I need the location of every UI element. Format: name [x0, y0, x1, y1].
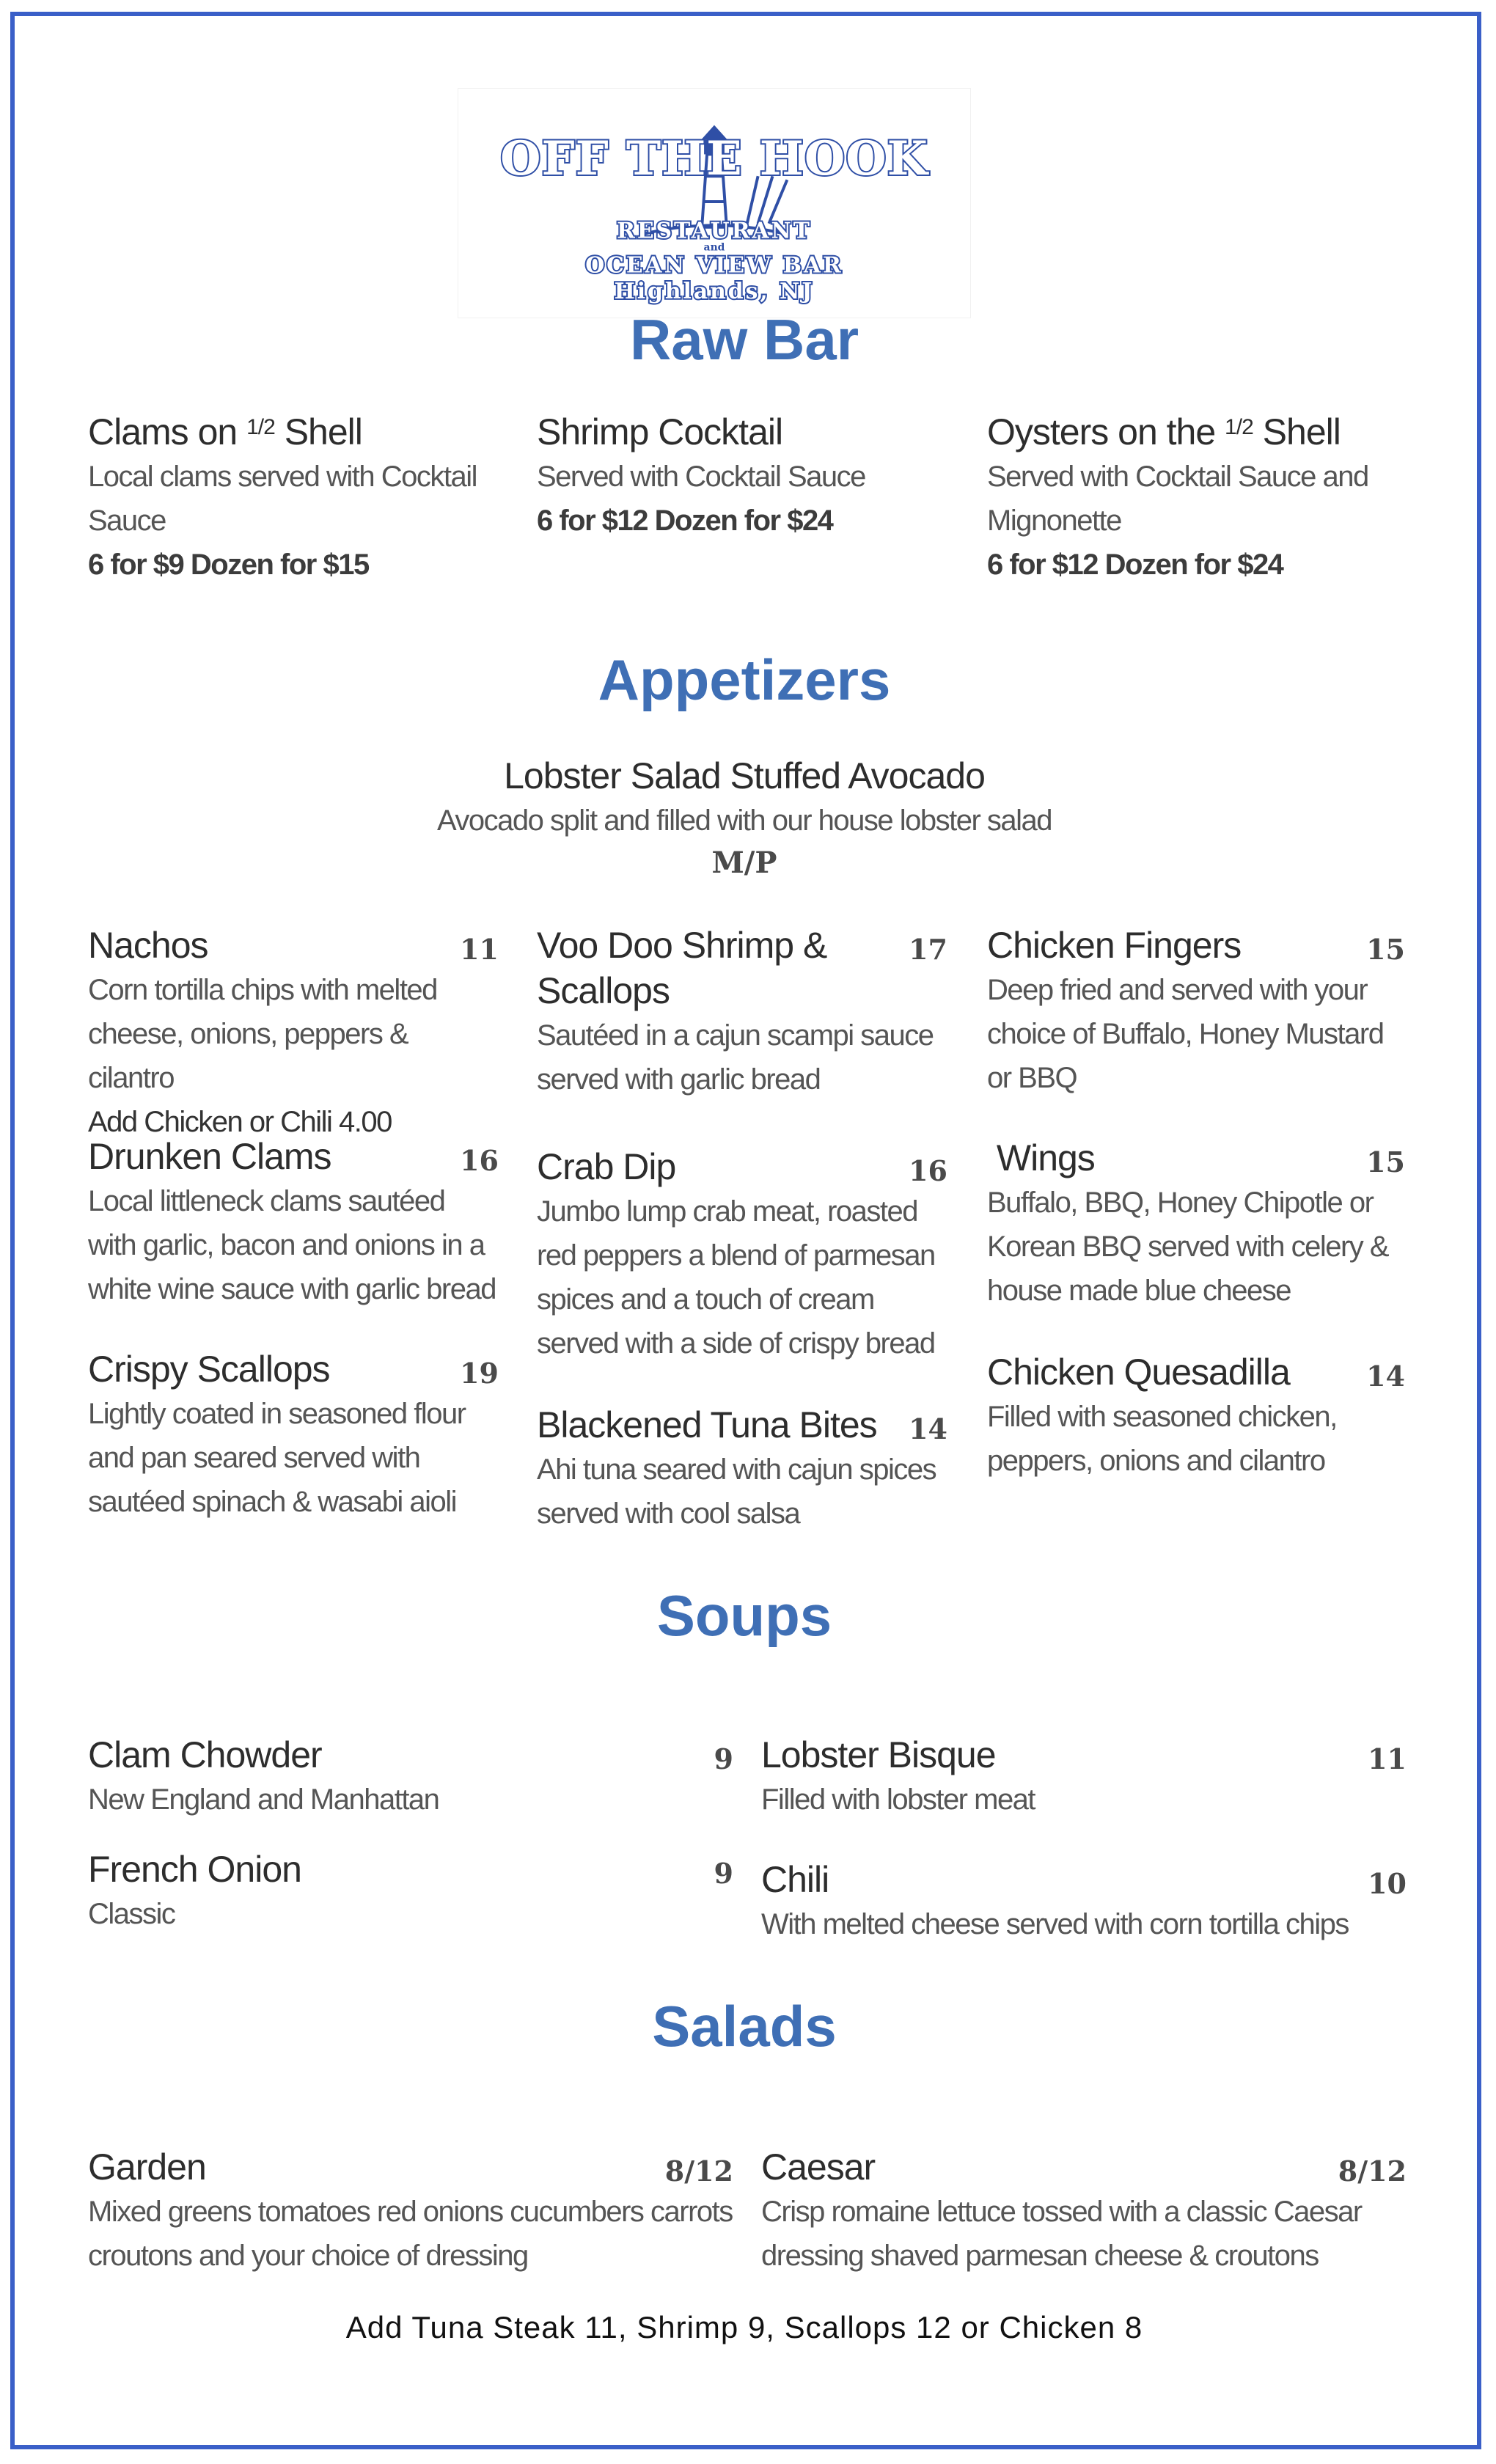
logo-graphic [458, 89, 970, 318]
appetizer-item [88, 1346, 499, 1524]
soup-item [761, 1857, 1407, 1946]
item-price: 8/12 [664, 2155, 733, 2188]
item-name: Blackened Tuna Bites [537, 1404, 877, 1445]
item-description: Lightly coated in seasoned flour and pan seared served with sautéed spinach & wasabi aioli [88, 1398, 466, 1518]
item-name: Lobster Bisque [761, 1734, 996, 1775]
item-price: 9 [714, 1742, 733, 1775]
item-price: 14 [1366, 1360, 1405, 1393]
item-description: Local clams served with Cocktail Sauce [88, 461, 477, 537]
appetizer-item [537, 1144, 947, 1365]
item-name: Shrimp Cocktail [537, 411, 783, 452]
featured-item [15, 752, 1474, 884]
item-price-line: 6 for $9 Dozen for $15 [88, 549, 369, 581]
raw-bar-title: Raw Bar [629, 307, 859, 372]
item-price: 17 [909, 933, 947, 966]
restaurant-logo [458, 88, 971, 318]
item-addon: Add Chicken or Chili 4.00 [88, 1106, 392, 1138]
featured-item-price: M/P [711, 846, 777, 880]
item-description: Sautéed in a cajun scampi sauce served with garlic bread [537, 1019, 934, 1096]
soups-title: Soups [656, 1583, 832, 1648]
featured-item-name: Lobster Salad Stuffed Avocado [504, 755, 985, 796]
item-description: Mixed greens tomatoes red onions cucumbers carrots croutons and your choice of dressing [88, 2196, 733, 2272]
item-price: 9 [714, 1857, 733, 1890]
salad-addons-note: Add Tuna Steak 11, Shrimp 9, Scallops 12 or Chicken 8 [345, 2310, 1143, 2344]
raw-bar-item [537, 405, 947, 543]
menu-page [10, 12, 1481, 2449]
item-price: 11 [1368, 1742, 1407, 1775]
item-description: Filled with lobster meat [761, 1783, 1035, 1816]
appetizers-title: Appetizers [598, 648, 891, 712]
item-name: Chicken Quesadilla [987, 1352, 1290, 1393]
item-price: 10 [1368, 1867, 1407, 1900]
salads-title: Salads [652, 1994, 837, 2058]
item-description: Deep fried and served with your choice of Buffalo, Honey Mustard or BBQ [987, 974, 1384, 1094]
appetizer-item [987, 923, 1405, 1100]
item-price-line: 6 for $12 Dozen for $24 [537, 505, 833, 537]
appetizer-item [987, 1135, 1405, 1313]
item-name: Chili [761, 1859, 829, 1900]
appetizer-item [537, 923, 947, 1101]
item-description: Crisp romaine lettuce tossed with a classic Caesar dressing shaved parmesan cheese & croutons [761, 2196, 1362, 2272]
item-name: Oysters on the $^{1/2}$ Shell [987, 411, 1341, 452]
item-name: Crab Dip [537, 1146, 676, 1187]
item-price: 8/12 [1338, 2155, 1407, 2188]
item-description: Corn tortilla chips with melted cheese, onions, peppers & cilantro [88, 974, 437, 1094]
appetizer-item [987, 1349, 1405, 1483]
item-price: 19 [460, 1357, 499, 1390]
item-price: 16 [460, 1144, 499, 1177]
item-name: Wings [987, 1137, 1095, 1178]
logo-line2: and [703, 241, 725, 254]
item-price: 15 [1366, 1145, 1405, 1178]
salad-item [761, 2144, 1407, 2278]
salad-item [88, 2144, 733, 2278]
featured-item-description: Avocado split and filled with our house lobster salad [436, 804, 1052, 837]
raw-bar-item [987, 405, 1398, 587]
item-price: 14 [909, 1412, 947, 1445]
item-description: Filled with seasoned chicken, peppers, onions and cilantro [987, 1401, 1337, 1477]
item-description: Local littleneck clams sautéed with garlic, bacon and onions in a white wine sauce with garlic bread [88, 1185, 496, 1305]
item-description: Ahi tuna seared with cajun spices served with cool salsa [537, 1453, 936, 1530]
item-price-line: 6 for $12 Dozen for $24 [987, 549, 1283, 581]
item-description: New England and Manhattan [88, 1783, 439, 1816]
logo-line1: RESTAURANT [617, 218, 812, 244]
item-name: Drunken Clams [88, 1136, 331, 1177]
logo-line4: Highlands, NJ [614, 279, 815, 305]
raw-bar-item [88, 405, 499, 587]
item-price: 15 [1366, 933, 1405, 966]
item-name: Chicken Fingers [987, 925, 1242, 966]
appetizer-item [88, 923, 499, 1144]
item-description: Served with Cocktail Sauce [537, 461, 865, 493]
item-name: Clam Chowder [88, 1734, 322, 1775]
item-name: Crispy Scallops [88, 1349, 330, 1390]
item-name: Garden [88, 2146, 206, 2188]
item-name: Nachos [88, 925, 208, 966]
item-description: With melted cheese served with corn tortilla chips [761, 1908, 1349, 1940]
item-description: Classic [88, 1898, 175, 1930]
item-name: Clams on $^{1/2}$ Shell [88, 411, 362, 452]
appetizer-item [88, 1134, 499, 1311]
item-name: Caesar [761, 2146, 876, 2188]
appetizer-item [537, 1402, 947, 1536]
soup-item [88, 1847, 733, 1936]
item-name: Voo Doo Shrimp & Scallops [537, 925, 827, 1011]
logo-line3: OCEAN VIEW BAR [585, 252, 843, 279]
item-description: Jumbo lump crab meat, roasted red peppers a blend of parmesan spices and a touch of cream served with a side of crispy bread [537, 1195, 935, 1360]
soup-item [88, 1732, 733, 1822]
item-price: 16 [909, 1154, 947, 1187]
soup-item [761, 1732, 1407, 1822]
item-description: Served with Cocktail Sauce and Mignonette [987, 461, 1368, 537]
logo-name: OFF THE HOOK [500, 131, 928, 186]
item-description: Buffalo, BBQ, Honey Chipotle or Korean BBQ served with celery & house made blue cheese [987, 1187, 1389, 1307]
item-price: 11 [460, 933, 499, 966]
item-name: French Onion [88, 1849, 301, 1890]
